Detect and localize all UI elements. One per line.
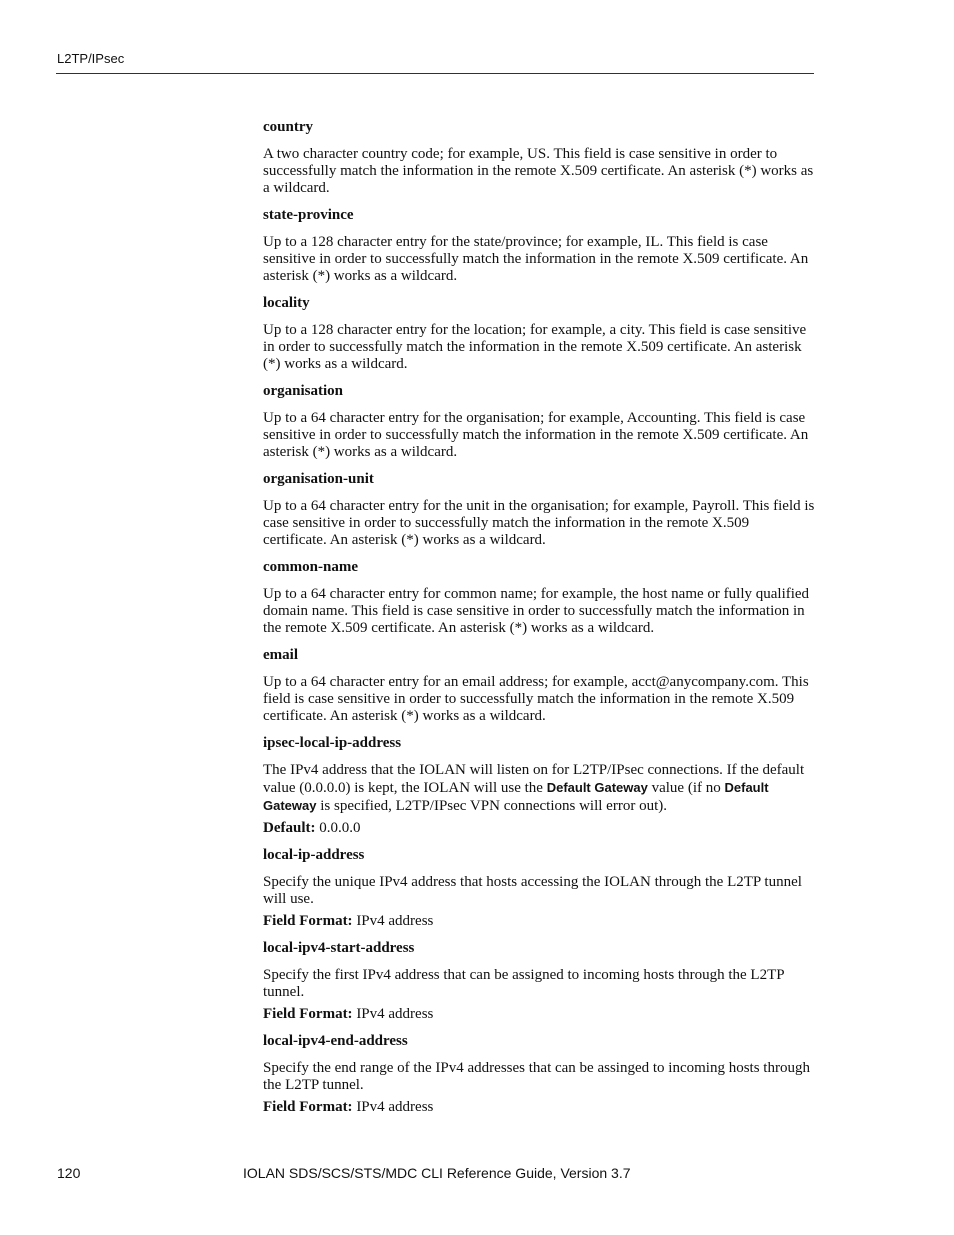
field-format-value: IPv4 address (352, 1099, 434, 1115)
param-name: email (263, 647, 298, 663)
param-local-ip-address (263, 847, 815, 930)
field-format-line (263, 1099, 815, 1116)
param-name: country (263, 119, 313, 135)
param-state-province (263, 207, 815, 285)
param-organisation (263, 383, 815, 461)
default-label: Default: (263, 820, 316, 836)
field-format-value: IPv4 address (352, 1006, 434, 1022)
param-description: Up to a 64 character entry for the unit in the organisation; for example, Payroll. This field is case sensitive in order to successfully match the information in the remote X.509 certificate. An asterisk (*) works as a wildcard. (263, 498, 815, 548)
param-description: Up to a 64 character entry for the organisation; for example, Accounting. This field is case sensitive in order to successfully match the information in the remote X.509 certificate. An asterisk (*) works as a wildcard. (263, 410, 809, 460)
description-text: The IPv4 address that the IOLAN will listen on for L2TP/IPsec connections. If the default value (0.0.0.0) is kept, the IOLAN will use the (263, 762, 805, 796)
param-name: local-ipv4-end-address (263, 1033, 408, 1049)
guide-title: IOLAN SDS/SCS/STS/MDC CLI Reference Guide, Version 3.7 (243, 1165, 631, 1181)
param-local-ipv4-start-address (263, 940, 815, 1023)
field-format-value: IPv4 address (352, 913, 434, 929)
param-name: state-province (263, 207, 354, 223)
param-description: Up to a 64 character entry for common name; for example, the host name or fully qualified domain name. This field is case sensitive in order to successfully match the information in the remote X.509 certificate. An asterisk (*) works as a wildcard. (263, 586, 810, 636)
param-name: local-ip-address (263, 847, 365, 863)
field-format-line (263, 1006, 815, 1023)
description-text: value (if no (647, 780, 725, 796)
param-email (263, 647, 815, 725)
param-country (263, 119, 815, 197)
default-value: 0.0.0.0 (315, 820, 361, 836)
param-name: ipsec-local-ip-address (263, 735, 402, 751)
param-locality (263, 295, 815, 373)
param-name: local-ipv4-start-address (263, 940, 415, 956)
param-description: A two character country code; for example, US. This field is case sensitive in order to successfully match the information in the remote X.509 certificate. An asterisk (*) works as a wildcard. (263, 146, 814, 196)
param-description: Specify the first IPv4 address that can be assigned to incoming hosts through the L2TP tunnel. (263, 967, 785, 1000)
param-description: Up to a 128 character entry for the location; for example, a city. This field is case sensitive in order to successfully match the information in the remote X.509 certificate. An asterisk (*) works as a wildcard. (263, 322, 807, 372)
param-name: locality (263, 295, 310, 311)
param-common-name (263, 559, 815, 637)
field-format-label: Field Format: (263, 1099, 353, 1115)
field-format-label: Field Format: (263, 1006, 353, 1022)
ui-reference: Default Gateway (263, 780, 769, 813)
page-number: 120 (57, 1165, 81, 1181)
description-text: is specified, L2TP/IPsec VPN connections will error out). (316, 798, 667, 814)
param-local-ipv4-end-address (263, 1033, 815, 1116)
param-ipsec-local-ip-address (263, 735, 815, 837)
param-description: Up to a 128 character entry for the state/province; for example, IL. This field is case sensitive in order to successfully match the information in the remote X.509 certificate. An asterisk (*) works as a wildcard. (263, 234, 809, 284)
param-name: common-name (263, 559, 358, 575)
running-header: L2TP/IPsec (57, 51, 125, 66)
param-name: organisation-unit (263, 471, 374, 487)
header-divider (56, 73, 814, 74)
param-name: organisation (263, 383, 344, 399)
field-format-label: Field Format: (263, 913, 353, 929)
document-body (263, 119, 815, 1126)
param-description: Specify the end range of the IPv4 addresses that can be assinged to incoming hosts through the L2TP tunnel. (263, 1060, 810, 1093)
param-description (263, 762, 815, 815)
param-description: Specify the unique IPv4 address that hosts accessing the IOLAN through the L2TP tunnel will use. (263, 874, 802, 907)
default-value-line (263, 820, 815, 837)
ui-reference: Default Gateway (546, 780, 648, 795)
param-description: Up to a 64 character entry for an email address; for example, acct@anycompany.com. This field is case sensitive in order to successfully match the information in the remote X.509 certificate. An asterisk (*) works as a wildcard. (263, 674, 809, 724)
field-format-line (263, 913, 815, 930)
param-organisation-unit (263, 471, 815, 549)
